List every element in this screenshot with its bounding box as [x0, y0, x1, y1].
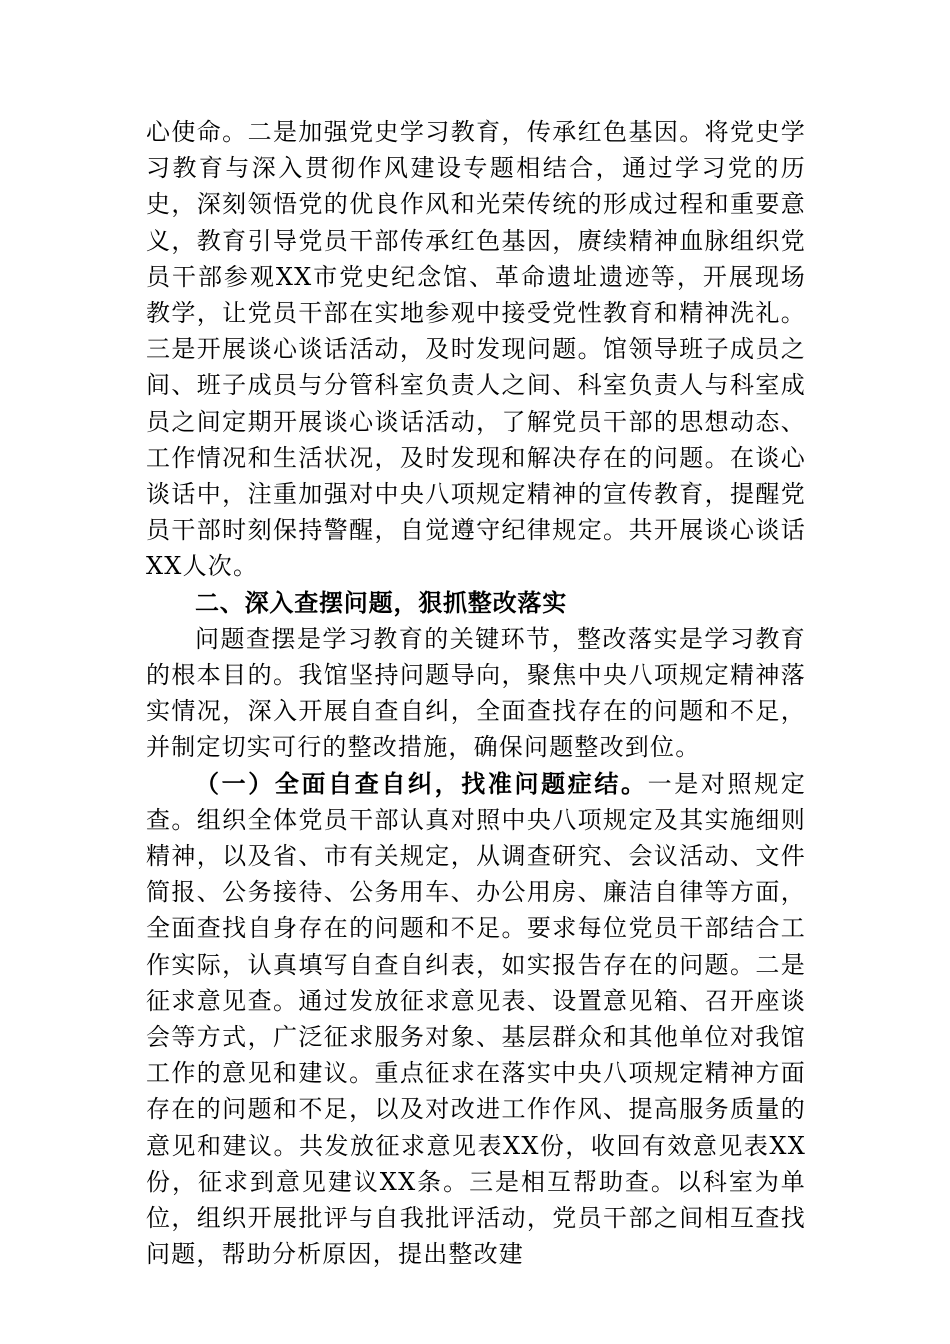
paragraph-section-intro: 问题查摆是学习教育的关键环节，整改落实是学习教育的根本目的。我馆坚持问题导向，聚焦中央八项规定精神落实情况，深入开展自查自纠，全面查找存在的问题和不足，并制定切实可行的整改措施，确保问题整改到位。	[146, 624, 806, 762]
paragraph-subsection	[146, 766, 806, 1273]
paragraph-continued: 心使命。二是加强党史学习教育，传承红色基因。将党史学习教育与深入贯彻作风建设专题相结合，通过学习党的历史，深刻领悟党的优良作风和光荣传统的形成过程和重要意义，教育引导党员干部传承红色基因，赓续精神血脉组织党员干部参观XX市党史纪念馆、革命遗址遗迹等，开展现场教学，让党员干部在实地参观中接受党性教育和精神洗礼。三是开展谈心谈话活动，及时发现问题。馆领导班子成员之间、班子成员与分管科室负责人之间、科室负责人与科室成员之间定期开展谈心谈话活动，了解党员干部的思想动态、工作情况和生活状况，及时发现和解决存在的问题。在谈心谈话中，注重加强对中央八项规定精神的宣传教育，提醒党员干部时刻保持警醒，自觉遵守纪律规定。共开展谈心谈话XX人次。	[146, 118, 806, 581]
subsection-body: 一是对照规定查。组织全体党员干部认真对照中央八项规定及其实施细则精神，以及省、市有关规定，从调查研究、会议活动、文件简报、公务接待、公务用车、办公用房、廉洁自律等方面，全面查找自身存在的问题和不足。要求每位党员干部结合工作实际，认真填写自查自纠表，如实报告存在的问题。二是征求意见查。通过发放征求意见表、设置意见箱、召开座谈会等方式，广泛征求服务对象、基层群众和其他单位对我馆工作的意见和建议。重点征求在落实中央八项规定精神方面存在的问题和不足，以及对改进工作作风、提高服务质量的意见和建议。共发放征求意见表XX份，收回有效意见表XX份，征求到意见建议XX条。三是相互帮助查。以科室为单位，组织开展批评与自我批评活动，党员干部之间相互查找问题，帮助分析原因，提出整改建	[146, 769, 806, 1269]
subsection-heading: （一）全面自查自纠，找准问题症结。	[195, 768, 648, 798]
section-heading: 二、深入查摆问题，狠抓整改落实	[195, 588, 567, 617]
document-body	[146, 114, 806, 1273]
